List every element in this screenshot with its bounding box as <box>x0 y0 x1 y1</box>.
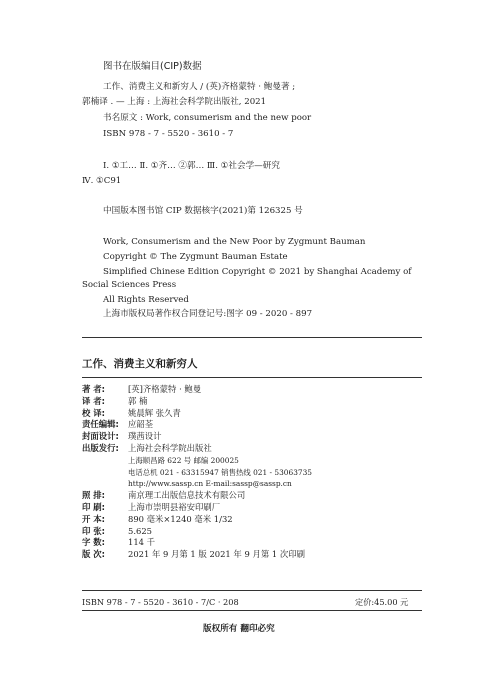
publisher-phone: 电话总机 021 - 63315947 销售热线 021 - 53063735 <box>128 467 313 477</box>
credit-row <box>82 549 312 561</box>
credit-row <box>82 502 312 514</box>
cip-heading: 图书在版编目(CIP)数据 <box>103 61 202 72</box>
credit-label: 字 数: <box>82 537 106 548</box>
credit-row <box>82 537 312 549</box>
credit-value: 郭 楠 <box>128 395 148 406</box>
credit-value: 南京理工出版信息技术有限公司 <box>128 490 246 501</box>
book-title: 工作、消费主义和新穷人 <box>82 358 198 370</box>
rights-line: 上海市版权局著作权合同登记号:图字 09 - 2020 - 897 <box>103 309 313 319</box>
cip-entry-line: 郭楠译 . — 上海 : 上海社会科学院出版社, 2021 <box>82 97 267 107</box>
credit-value: [英]齐格蒙特 · 鲍曼 <box>128 384 202 394</box>
credit-row <box>82 384 312 396</box>
credit-row <box>82 443 312 455</box>
credit-label: 版 次: <box>82 549 106 560</box>
credit-value: 5.625 <box>128 525 152 536</box>
credit-row <box>82 514 312 526</box>
credit-label <box>82 467 128 479</box>
credits-block <box>82 384 312 561</box>
credit-row <box>82 478 312 490</box>
credit-value: 2021 年 9 月第 1 版 2021 年 9 月第 1 次印刷 <box>128 549 305 560</box>
credit-row <box>82 467 312 479</box>
credit-label: 译 者: <box>82 395 106 406</box>
credit-value: 应韶荃 <box>128 419 154 430</box>
credit-label <box>82 478 128 490</box>
cip-entry-line: 工作、消费主义和新穷人 / (英)齐格蒙特 · 鲍曼著 ; <box>103 82 296 92</box>
credit-label: 责任编辑: <box>82 419 119 430</box>
copyright-notice: 版权所有 翻印必究 <box>203 624 275 634</box>
credit-label: 印 刷: <box>82 501 106 512</box>
credit-label <box>82 455 128 467</box>
credit-label: 封面设计: <box>82 431 119 442</box>
divider-rule <box>82 610 422 611</box>
cip-entry-line: ISBN 978 - 7 - 5520 - 3610 - 7 <box>103 129 234 139</box>
credit-value: 上海市崇明县裕安印刷厂 <box>128 501 221 512</box>
credit-row <box>82 408 312 420</box>
publisher-address: 上海顺昌路 622 号 邮编 200025 <box>128 455 239 465</box>
credit-row <box>82 455 312 467</box>
credit-label: 开 本: <box>82 513 106 524</box>
credit-value: 姚晨辉 张久青 <box>128 407 181 418</box>
rights-line: Social Sciences Press <box>82 280 177 290</box>
credit-row <box>82 431 312 443</box>
cip-subject-line: Ⅳ. ①C91 <box>82 176 122 186</box>
cip-subject-line: Ⅰ. ①工… Ⅱ. ①齐… ②郭… Ⅲ. ①社会学—研究 <box>103 161 280 171</box>
rights-line: Work, Consumerism and the New Poor by Zygmunt Bauman <box>103 237 366 247</box>
cip-data-core-number: 中国版本图书馆 CIP 数据核字(2021)第 126325 号 <box>103 206 303 216</box>
rights-line: All Rights Reserved <box>103 295 189 305</box>
credit-value: 上海社会科学院出版社 <box>128 442 212 453</box>
credit-label: 校 译: <box>82 407 106 418</box>
isbn-full: ISBN 978 - 7 - 5520 - 3610 - 7/C · 208 <box>82 597 239 607</box>
divider-rule <box>82 590 422 591</box>
credit-row <box>82 396 312 408</box>
cip-entry-line: 书名原文 : Work, consumerism and the new poor <box>103 113 312 123</box>
rights-line: Copyright © The Zygmunt Bauman Estate <box>103 252 288 262</box>
credit-row <box>82 526 312 538</box>
divider-rule <box>82 337 422 338</box>
rights-line: Simplified Chinese Edition Copyright © 2021 by Shanghai Academy of <box>103 267 412 277</box>
credit-row <box>82 490 312 502</box>
divider-rule <box>82 377 422 378</box>
publisher-web: http://www.sassp.cn E-mail:sassp@sassp.cn <box>128 479 292 489</box>
credit-label: 照 排: <box>82 490 106 501</box>
credit-label: 印 张: <box>82 525 106 536</box>
credit-value: 890 毫米×1240 毫米 1/32 <box>128 513 233 524</box>
credit-row <box>82 419 312 431</box>
price: 定价:45.00 元 <box>355 597 409 607</box>
credit-label: 出版发行: <box>82 442 119 453</box>
credit-value: 114 千 <box>128 537 156 548</box>
credit-label: 著 者: <box>82 384 106 394</box>
credit-value: 璞茜设计 <box>128 431 162 442</box>
